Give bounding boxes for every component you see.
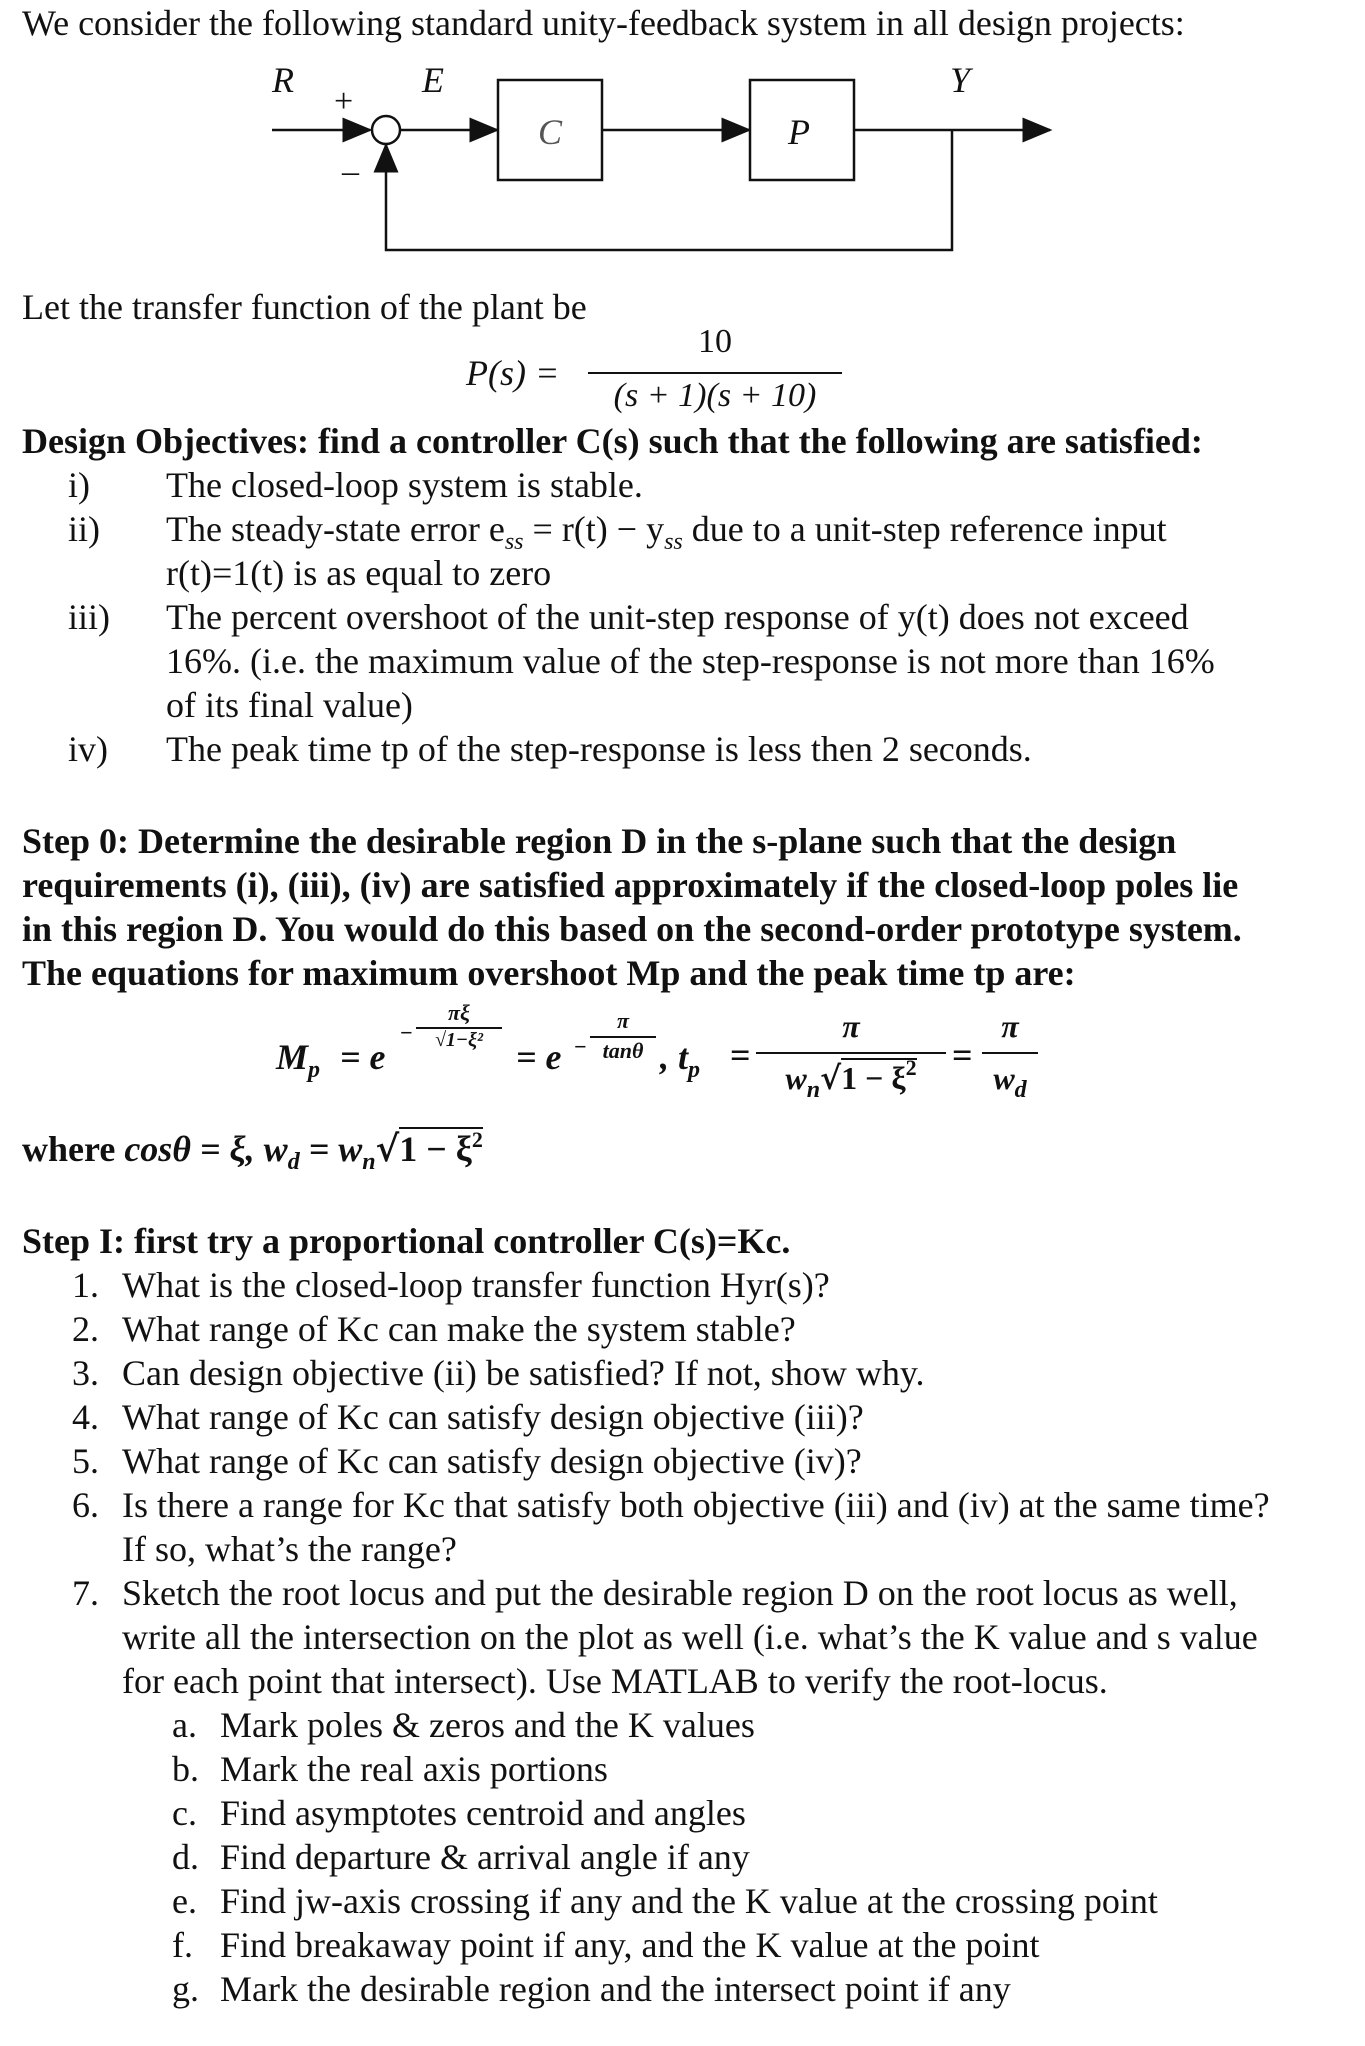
eq-frac4-w: w [993, 1060, 1015, 1096]
where-eq-wd: = ξ, w [191, 1129, 288, 1169]
eq-tp [660, 1036, 700, 1083]
label-y: Y [950, 60, 971, 100]
eq-frac3-root-sign: √ [820, 1059, 842, 1097]
subitem-e: Find jw-axis crossing if any and the K value at the crossing point [220, 1881, 1158, 1921]
objective-num-3: iii) [68, 597, 110, 637]
eq-tp-sub: p [688, 1057, 701, 1083]
step1-item-5: What range of Kc can satisfy design objective (iv)? [122, 1441, 862, 1481]
feedback-path [386, 130, 952, 250]
objective-2-line-1 [166, 508, 1167, 555]
where-sub-d: d [287, 1149, 300, 1175]
subitem-d: Find departure & arrival angle if any [220, 1837, 750, 1877]
where-lead: where [22, 1129, 125, 1169]
where-sub-n: n [362, 1149, 376, 1175]
subitem-c: Find asymptotes centroid and angles [220, 1793, 746, 1833]
step0-line-1: Step 0: Determine the desirable region D in the s-plane such that the design [22, 821, 1177, 861]
where-root-sup: 2 [471, 1127, 483, 1152]
objective-3-line-3: of its final value) [166, 685, 413, 725]
subitem-num-a: a. [172, 1705, 197, 1745]
eq-exp1-den: √1−ξ² [434, 1029, 484, 1051]
objective-num-2: ii) [68, 509, 100, 549]
subitem-b: Mark the real axis portions [220, 1749, 608, 1789]
step1-num-2: 2. [72, 1309, 99, 1349]
label-r: R [272, 60, 294, 100]
where-eq-wn: = w [299, 1129, 363, 1169]
objective-num-1: i) [68, 465, 90, 505]
step1-item-2: What range of Kc can make the system stable? [122, 1309, 796, 1349]
objectives-heading: Design Objectives: find a controller C(s) such that the following are satisfied: [22, 421, 1203, 461]
subitem-g: Mark the desirable region and the intersect point if any [220, 1969, 1011, 2009]
objective-2-part-a: The steady-state error e [166, 509, 505, 549]
eq-frac3-den [756, 1055, 946, 1103]
label-e: E [422, 60, 444, 100]
eq-frac3-w: w [785, 1060, 807, 1096]
subitem-f: Find breakaway point if any, and the K value at the point [220, 1925, 1040, 1965]
subitem-num-c: c. [172, 1793, 197, 1833]
objective-2-sub-ess: ss [504, 529, 524, 555]
eq-tp-symbol: , t [660, 1037, 689, 1077]
objective-2-line-2: r(t)=1(t) is as equal to zero [166, 553, 552, 593]
step1-item-7-line-2: write all the intersection on the plot as well (i.e. what’s the K value and s value [122, 1617, 1258, 1657]
eq-frac3-root-sup: 2 [905, 1055, 917, 1080]
eq-frac3-w-sub: n [806, 1077, 821, 1103]
plant-label: P [788, 112, 810, 152]
step1-item-1: What is the closed-loop transfer function Hyr(s)? [122, 1265, 830, 1305]
eq-frac4-bar [982, 1052, 1038, 1054]
step1-item-3: Can design objective (ii) be satisfied? If not, show why. [122, 1353, 925, 1393]
objective-3-line-1: The percent overshoot of the unit-step response of y(t) does not exceed [166, 597, 1189, 637]
eq-mp-sub: p [308, 1057, 321, 1083]
subitem-num-e: e. [172, 1881, 197, 1921]
where-line [22, 1128, 483, 1175]
step0-line-4: The equations for maximum overshoot Mp and the peak time tp are: [22, 953, 1076, 993]
step1-num-4: 4. [72, 1397, 99, 1437]
plus-sign: + [334, 83, 354, 120]
step0-line-3: in this region D. You would do this based on the second-order prototype system. [22, 909, 1242, 949]
summing-junction [372, 116, 400, 144]
subitem-num-f: f. [172, 1925, 193, 1965]
step1-num-3: 3. [72, 1353, 99, 1393]
step1-num-5: 5. [72, 1441, 99, 1481]
step1-item-6-line-2: If so, what’s the range? [122, 1529, 457, 1569]
subitem-num-d: d. [172, 1837, 199, 1877]
eq-exp1-sign: − [400, 1020, 413, 1045]
step1-item-7-line-1: Sketch the root locus and put the desirable region D on the root locus as well, [122, 1573, 1238, 1613]
subitem-a: Mark poles & zeros and the K values [220, 1705, 755, 1745]
objective-2-sub-yss: ss [664, 529, 683, 555]
step1-item-7-line-3: for each point that intersect). Use MATLAB to verify the root-locus. [122, 1661, 1108, 1701]
minus-sign: – [342, 153, 359, 190]
eq-equals-e-2: = e [516, 1037, 562, 1077]
eq-frac4-num: π [1001, 1008, 1019, 1044]
eq-equals-4: = [952, 1035, 973, 1075]
step1-num-1: 1. [72, 1265, 99, 1305]
controller-label: C [538, 112, 563, 152]
eq-mp [276, 1036, 320, 1083]
where-cos: cosθ [124, 1129, 191, 1169]
plant-tf-lhs: P(s) = [466, 353, 560, 393]
eq-frac3-radicand [841, 1055, 917, 1096]
intro-text: We consider the following standard unity-feedback system in all design projects: [22, 3, 1185, 43]
eq-exp1-num: πξ [448, 1000, 470, 1025]
eq-exp2-num: π [616, 1008, 629, 1033]
eq-equals-3: = [730, 1035, 751, 1075]
step1-heading: Step I: first try a proportional controller C(s)=Kc. [22, 1221, 791, 1261]
objective-4-text: The peak time tp of the step-response is less then 2 seconds. [166, 729, 1032, 769]
where-root-text: 1 − ξ [399, 1129, 472, 1169]
block-diagram [0, 52, 1365, 312]
subitem-num-g: g. [172, 1969, 199, 2009]
plant-tf-numerator: 10 [698, 323, 732, 360]
eq-frac4-den [980, 1058, 1040, 1102]
objective-1-text: The closed-loop system is stable. [166, 465, 643, 505]
step1-item-6-line-1: Is there a range for Kc that satisfy both objective (iii) and (iv) at the same time? [122, 1485, 1270, 1525]
plant-intro: Let the transfer function of the plant be [22, 287, 587, 327]
eq-frac3-num: π [842, 1008, 860, 1044]
plant-tf-fraction-bar [588, 372, 842, 374]
step0-line-2: requirements (i), (iii), (iv) are satisfied approximately if the closed-loop poles lie [22, 865, 1239, 905]
eq-exp1-bar [416, 1027, 502, 1029]
where-radicand [399, 1127, 483, 1169]
subitem-num-b: b. [172, 1749, 199, 1789]
step1-num-7: 7. [72, 1573, 99, 1613]
objective-2-part-b: = r(t) − y [523, 509, 665, 549]
step1-num-6: 6. [72, 1485, 99, 1525]
eq-frac3-bar [756, 1052, 946, 1054]
eq-equals-e-1: = e [340, 1037, 386, 1077]
eq-frac4-w-sub: d [1014, 1077, 1027, 1103]
eq-mp-symbol: M [276, 1037, 309, 1077]
objective-num-4: iv) [68, 729, 108, 769]
objective-2-part-c: due to a unit-step reference input [682, 509, 1167, 549]
eq-exp2-sign: − [574, 1034, 587, 1059]
eq-exp2-bar [590, 1036, 656, 1038]
plant-tf-denominator: (s + 1)(s + 10) [613, 377, 817, 414]
where-root-sign: √ [375, 1128, 400, 1170]
step1-item-4: What range of Kc can satisfy design objective (iii)? [122, 1397, 864, 1437]
eq-exp2-den: tanθ [602, 1038, 644, 1063]
objective-3-line-2: 16%. (i.e. the maximum value of the step-response is not more than 16% [166, 641, 1215, 681]
eq-frac3-root-text: 1 − ξ [841, 1060, 906, 1096]
